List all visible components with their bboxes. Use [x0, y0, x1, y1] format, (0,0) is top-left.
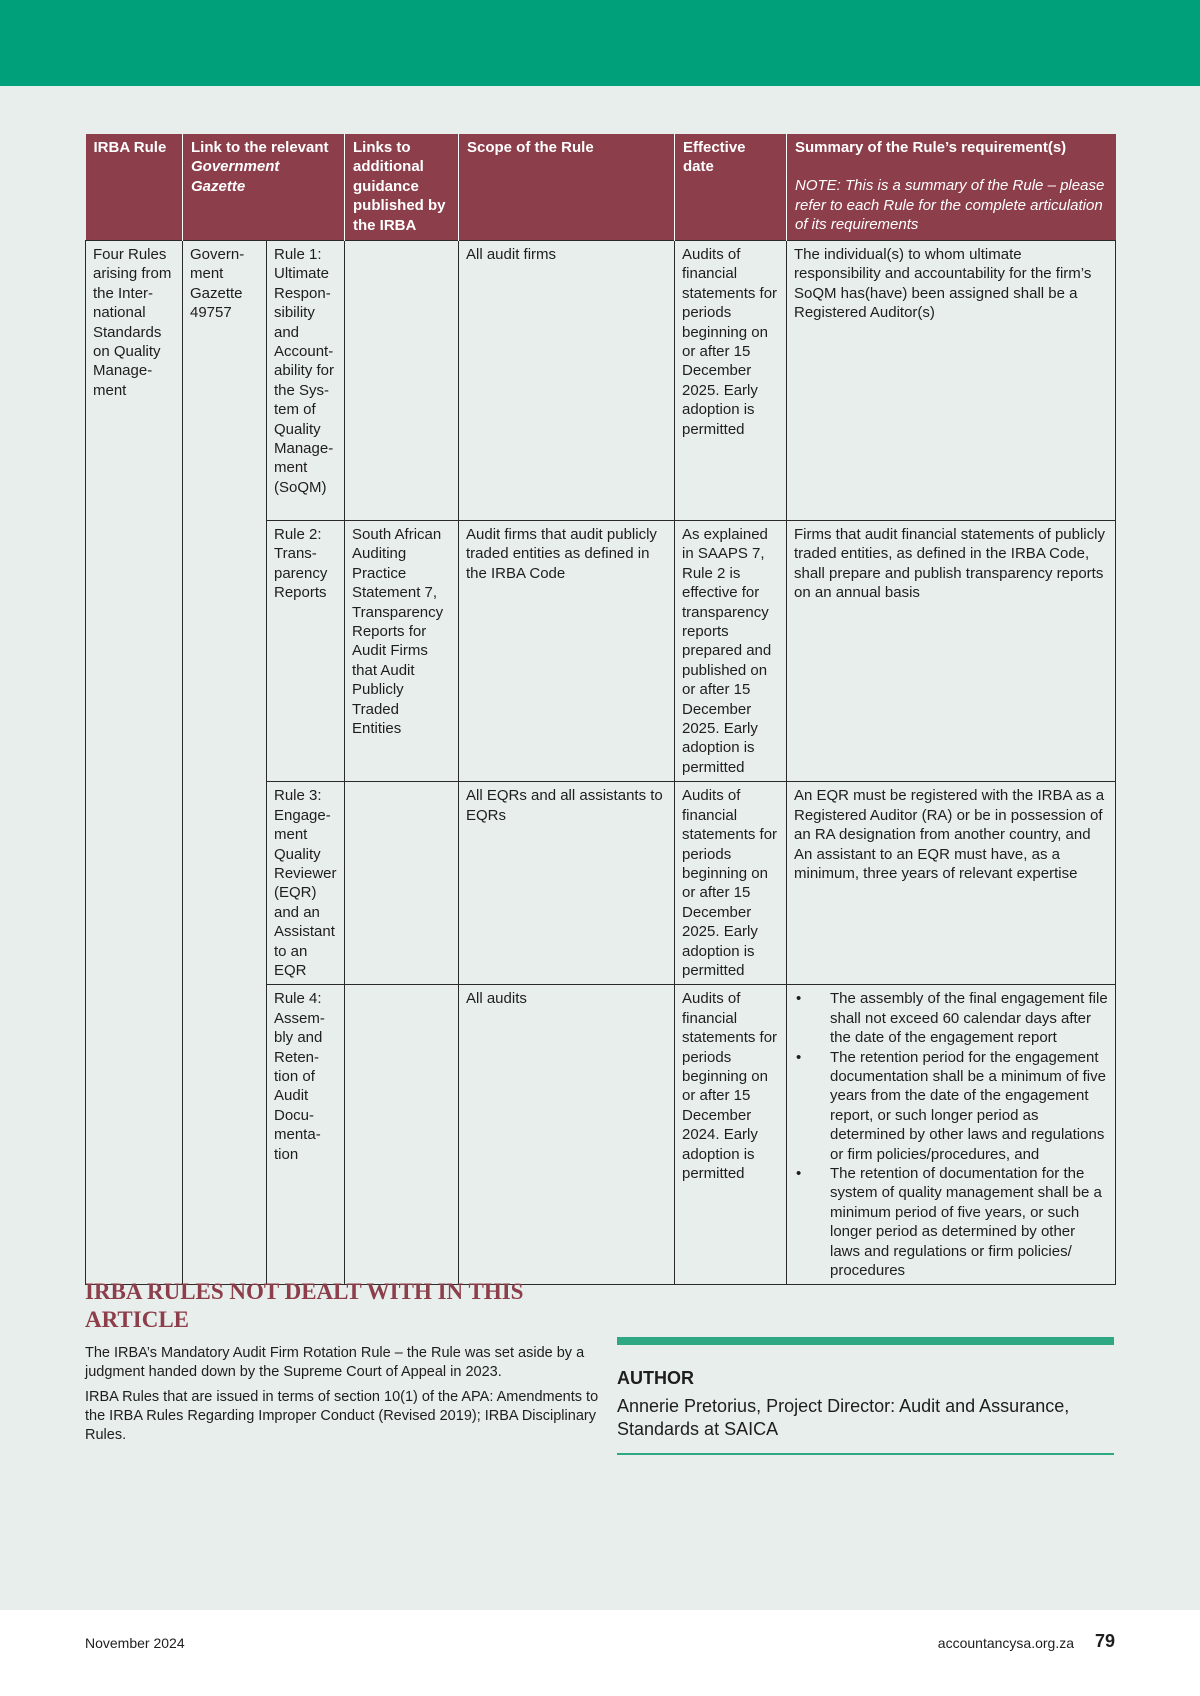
header-scope: Scope of the Rule	[459, 134, 675, 241]
footer-website-link[interactable]: accountancysa.org.za	[937, 1635, 1074, 1651]
cell-guidance-3	[345, 782, 459, 985]
author-divider	[617, 1453, 1114, 1455]
header-effective-date: Effective date	[675, 134, 787, 241]
irba-rules-table	[85, 134, 1116, 1285]
footer-band	[0, 1610, 1200, 1696]
cell-rule-1: Rule 1: Ultimate Respon-sibility and Account-ability for the Sys-tem of Quality Manage-ment (SoQM)	[267, 241, 345, 521]
cell-rule-4: Rule 4: Assem-bly and Reten-tion of Audit Docu-menta-tion	[267, 985, 345, 1285]
cell-summary-2: Firms that audit financial statements of publicly traded entities, as defined in the IRBA Code, shall prepare and publish transparency reports on an annual basis	[787, 521, 1116, 782]
cell-rule-3: Rule 3: Engage-ment Quality Reviewer (EQR) and an Assistant to an EQR	[267, 782, 345, 985]
cell-rule-2: Rule 2: Trans-parency Reports	[267, 521, 345, 782]
section-title-not-dealt: IRBA RULES NOT DEALT WITH IN THIS ARTICLE	[85, 1279, 524, 1332]
author-name: Annerie Pretorius, Project Director: Audit and Assurance, Standards at SAICA	[617, 1396, 1070, 1439]
cell-guidance-4	[345, 985, 459, 1285]
summary-bullet-list	[794, 989, 1108, 1280]
not-dealt-paragraph-2: IRBA Rules that are issued in terms of section 10(1) of the APA: Amendments to the IRBA Rules Regarding Improper Conduct (Revised 2019); IRBA Disciplinary Rules.	[85, 1389, 599, 1443]
cell-scope-1: All audit firms	[459, 241, 675, 521]
footer-date: November 2024	[85, 1635, 185, 1651]
cell-summary-4	[787, 985, 1116, 1285]
header-gazette-link: Link to the relevant Government Gazette	[183, 134, 345, 241]
cell-scope-3: All EQRs and all assistants to EQRs	[459, 782, 675, 985]
page-number: 79	[1094, 1631, 1115, 1651]
list-item: • The retention period for the engagement documentation shall be a minimum of five years from the date of the engagement report, or such longer period as determined by other laws and regulations or firm policies/procedures, and	[794, 1048, 1108, 1164]
cell-summary-3: An EQR must be registered with the IRBA as a Registered Auditor (RA) or be in possession of an RA designation from another country, and An assistant to an EQR must have, as a minimum, three years of relevant expertise	[787, 782, 1116, 985]
header-guidance-links: Links to additional guidance published by the IRBA	[345, 134, 459, 241]
cell-summary-1: The individual(s) to whom ultimate responsibility and accountability for the firm’s SoQM has(have) been assigned shall be a Registered Auditor(s)	[787, 241, 1116, 521]
cell-scope-2: Audit firms that audit publicly traded entities as defined in the IRBA Code	[459, 521, 675, 782]
cell-effective-2: As explained in SAAPS 7, Rule 2 is effective for transparency reports prepared and published on or after 15 December 2025. Early adoption is permitted	[675, 521, 787, 782]
list-item: • The retention of documentation for the system of quality management shall be a minimum period of five years, or such longer period as determined by other laws and regulations or firm policies/ procedures	[794, 1164, 1108, 1280]
author-label: AUTHOR	[617, 1368, 694, 1388]
cell-irba-rule-group: Four Rules arising from the Inter-national Standards on Quality Manage-ment	[86, 241, 183, 1285]
cell-effective-1: Audits of financial statements for periods beginning on or after 15 December 2025. Early adoption is permitted	[675, 241, 787, 521]
cell-guidance-2: South African Auditing Practice Statement 7, Transparency Reports for Audit Firms that Audit Publicly Traded Entities	[345, 521, 459, 782]
cell-guidance-1	[345, 241, 459, 521]
header-summary-note: NOTE: This is a summary of the Rule – please refer to each Rule for the complete articulation of its requirements	[795, 177, 1105, 234]
author-box	[617, 1337, 1114, 1455]
cell-gazette-group: Govern-ment Gazette 49757	[183, 241, 267, 1285]
not-dealt-paragraph-1: The IRBA’s Mandatory Audit Firm Rotation Rule – the Rule was set aside by a judgment handed down by the Supreme Court of Appeal in 2023.	[85, 1345, 585, 1380]
table-header-row	[86, 134, 1116, 241]
header-summary: Summary of the Rule’s requirement(s) NOTE: This is a summary of the Rule – please refer to each Rule for the complete articulation of its requirements	[787, 134, 1116, 241]
list-item: • The assembly of the final engagement file shall not exceed 60 calendar days after the date of the engagement report	[794, 989, 1108, 1047]
cell-scope-4: All audits	[459, 985, 675, 1285]
cell-effective-4: Audits of financial statements for periods beginning on or after 15 December 2024. Early adoption is permitted	[675, 985, 787, 1285]
header-irba-rule: IRBA Rule	[86, 134, 183, 241]
table-row	[86, 241, 1116, 521]
top-band	[0, 0, 1200, 86]
cell-effective-3: Audits of financial statements for periods beginning on or after 15 December 2025. Early adoption is permitted	[675, 782, 787, 985]
header-gazette-italic: Government Gazette	[191, 158, 280, 195]
